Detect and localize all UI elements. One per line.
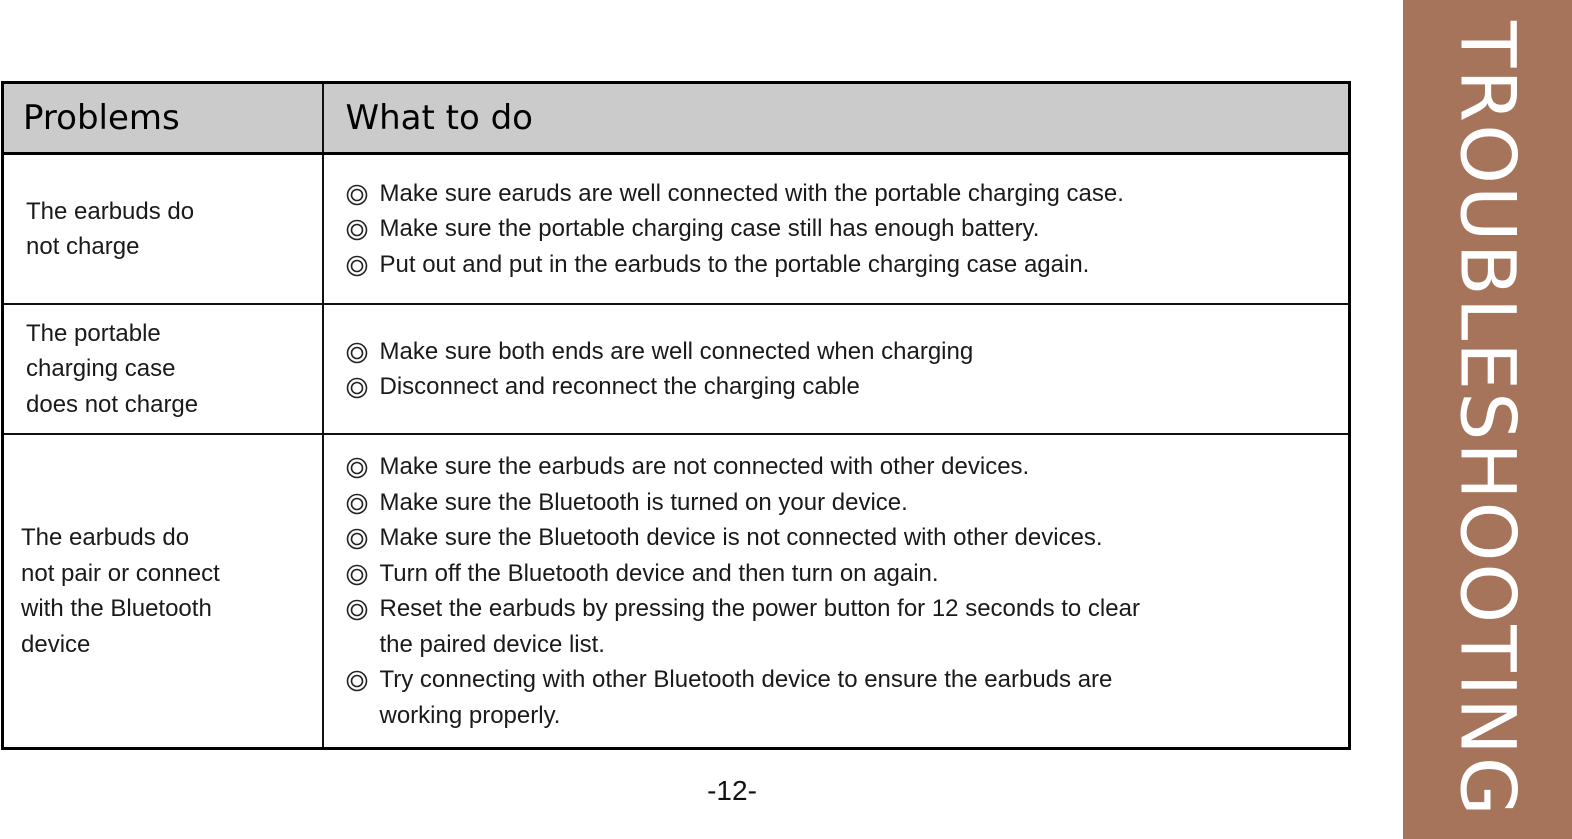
solution-item (346, 369, 1349, 405)
double-circle-icon (346, 219, 368, 241)
solution-text: Make sure the Bluetooth device is not connected with other devices. (379, 524, 1103, 551)
solution-item (346, 556, 1349, 592)
section-tab-label: TROUBLESHOOTING (1443, 21, 1533, 818)
solution-item (346, 211, 1349, 247)
solution-text: Turn off the Bluetooth device and then turn on again. (379, 559, 939, 587)
double-circle-icon (346, 184, 368, 206)
solution-text: Make sure earuds are well connected with the portable charging case. (379, 179, 1124, 207)
solution-text: Reset the earbuds by pressing the power button for 12 seconds to clear the paired device list. (379, 595, 1140, 658)
solution-item (346, 176, 1349, 212)
solution-item (346, 520, 1349, 556)
solution-cell (323, 434, 1350, 749)
double-circle-icon (346, 255, 368, 277)
solution-item (346, 247, 1349, 283)
solution-list (324, 449, 1349, 733)
double-circle-icon (346, 599, 368, 621)
solution-text: Put out and put in the earbuds to the portable charging case again. (379, 250, 1090, 278)
problem-text: The earbuds do not pair or connect with the Bluetooth device (21, 524, 220, 658)
solution-text: Disconnect and reconnect the charging cable (379, 373, 860, 400)
solution-item (346, 449, 1349, 485)
solution-text: Make sure the Bluetooth is turned on your device. (379, 488, 908, 516)
problem-cell (3, 154, 323, 305)
solution-list (324, 334, 1349, 405)
solution-item (346, 591, 1349, 662)
header-what-to-do: What to do (323, 83, 1350, 154)
double-circle-icon (346, 670, 368, 692)
solution-item (346, 485, 1349, 521)
table-row (3, 304, 1350, 434)
page-number: -12- (707, 775, 757, 806)
troubleshooting-table (1, 81, 1351, 750)
section-tab-label-wrap (1403, 0, 1572, 839)
double-circle-icon (346, 457, 368, 479)
solution-text: Make sure the earbuds are not connected with other devices. (379, 453, 1030, 480)
table-row (3, 434, 1350, 749)
double-circle-icon (346, 493, 368, 515)
solution-text: Try connecting with other Bluetooth device to ensure the earbuds are working properly. (379, 666, 1113, 729)
double-circle-icon (346, 377, 368, 399)
problem-text: The portable charging case does not charge (26, 319, 199, 418)
double-circle-icon (346, 528, 368, 550)
problem-text: The earbuds do not charge (26, 197, 195, 260)
solution-item (346, 334, 1349, 370)
header-problems: Problems (3, 83, 323, 154)
double-circle-icon (346, 342, 368, 364)
problem-cell (3, 434, 323, 749)
solution-list (324, 176, 1349, 283)
table-row (3, 154, 1350, 305)
solution-text: Make sure both ends are well connected when charging (379, 337, 974, 365)
solution-cell (323, 154, 1350, 305)
table-header-row (3, 83, 1350, 154)
solution-cell (323, 304, 1350, 434)
solution-item (346, 662, 1349, 733)
problem-cell (3, 304, 323, 434)
solution-text: Make sure the portable charging case still has enough battery. (379, 215, 1040, 243)
double-circle-icon (346, 564, 368, 586)
